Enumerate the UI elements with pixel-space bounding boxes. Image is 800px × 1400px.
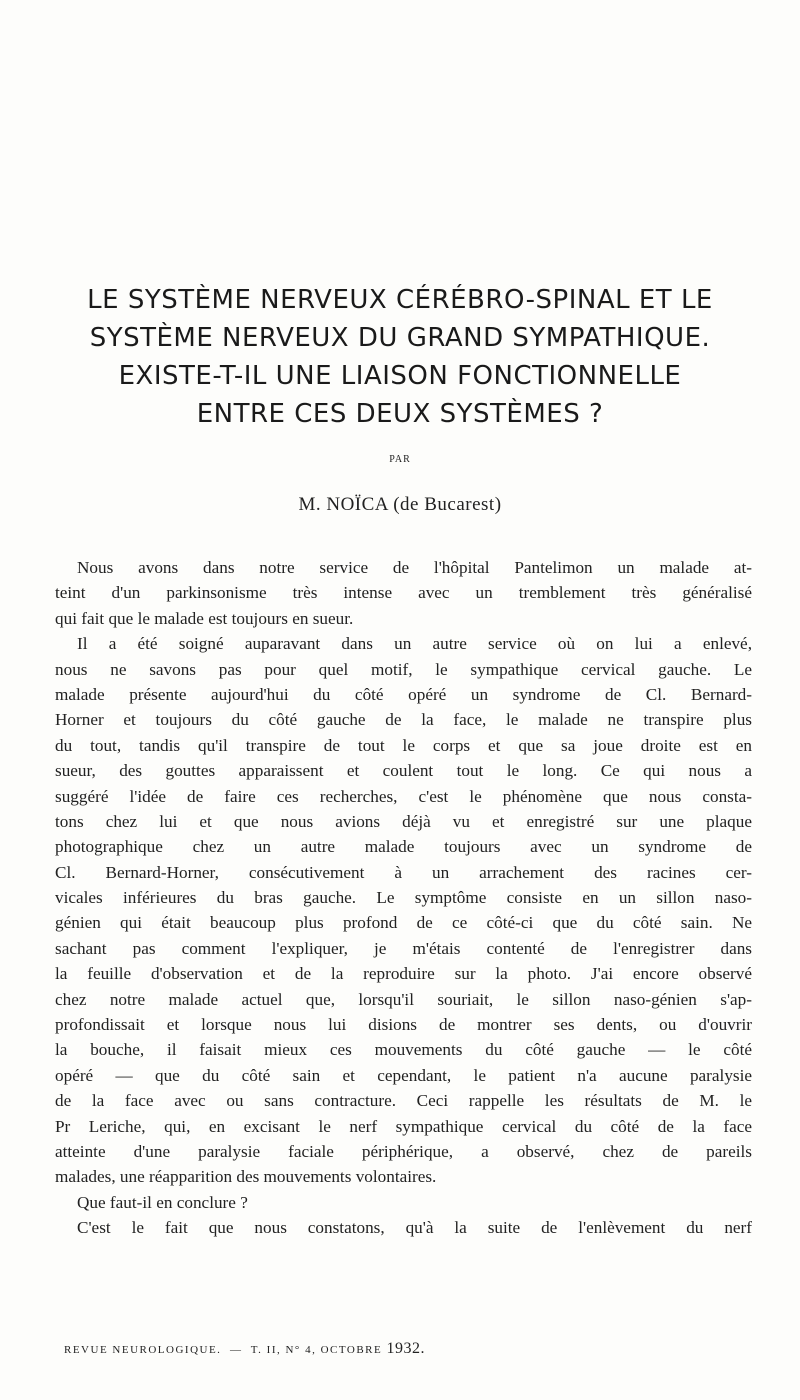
- body-line: Horner et toujours du côté gauche de la face, le malade ne transpire plus: [55, 710, 752, 730]
- body-line: opéré — que du côté sain et cependant, le patient n'a aucune paralysie: [55, 1065, 752, 1085]
- body-line: profondissait et lorsque nous lui disions de montrer ses dents, ou d'ouvrir: [55, 1015, 752, 1035]
- footer-year: 1932.: [386, 1340, 425, 1357]
- body-line: Pr Leriche, qui, en excisant le nerf sympathique cervical du côté de la face: [55, 1116, 752, 1136]
- body-line: nous ne savons pas pour quel motif, le sympathique cervical gauche. Le: [55, 659, 752, 679]
- body-line: sueur, des gouttes apparaissent et coulent tout le long. Ce qui nous a: [55, 761, 752, 781]
- footer-volume: T. II, N° 4, OCTOBRE: [250, 1344, 383, 1356]
- body-line: photographique chez un autre malade toujours avec un syndrome de: [55, 837, 752, 857]
- body-line: Que faut-il en conclure ?: [77, 1192, 248, 1212]
- body-line: la bouche, il faisait mieux ces mouvements du côté gauche — le côté: [55, 1040, 752, 1060]
- by-label: PAR: [389, 454, 411, 465]
- body-line: teint d'un parkinsonisme très intense avec un tremblement très généralisé: [55, 583, 752, 603]
- article-body: [55, 555, 752, 1241]
- body-line: C'est le fait que nous constatons, qu'à la suite de l'enlèvement du nerf: [77, 1218, 752, 1238]
- body-line: malade présente aujourd'hui du côté opéré un syndrome de Cl. Bernard-: [55, 684, 752, 704]
- footer-dash: —: [229, 1344, 243, 1356]
- body-line: chez notre malade actuel que, lorsqu'il souriait, le sillon naso-génien s'ap-: [55, 989, 752, 1009]
- body-line: vicales inférieures du bras gauche. Le symptôme consiste en un sillon naso-: [55, 888, 752, 908]
- body-line: qui fait que le malade est toujours en sueur.: [55, 608, 354, 628]
- body-line: Il a été soigné auparavant dans un autre service où on lui a enlevé,: [77, 634, 752, 654]
- title-line-4: ENTRE CES DEUX SYSTÈMES ?: [196, 399, 604, 429]
- body-line: tons chez lui et que nous avions déjà vu et enregistré sur une plaque: [55, 811, 752, 831]
- title-line-1: LE SYSTÈME NERVEUX CÉRÉBRO-SPINAL ET LE: [87, 285, 713, 315]
- body-line: Nous avons dans notre service de l'hôpital Pantelimon un malade at-: [77, 558, 752, 577]
- body-line: Cl. Bernard-Horner, consécutivement à un arrachement des racines cer-: [55, 862, 752, 882]
- body-line: du tout, tandis qu'il transpire de tout le corps et que sa joue droite est en: [55, 735, 752, 755]
- author-line: M. NOÏCA (de Bucarest): [298, 494, 502, 515]
- body-line: suggéré l'idée de faire ces recherches, c'est le phénomène que nous consta-: [55, 786, 752, 806]
- article-title: [40, 281, 760, 433]
- title-line-3: EXISTE-T-IL UNE LIAISON FONCTIONNELLE: [118, 361, 682, 391]
- body-line: malades, une réapparition des mouvements volontaires.: [55, 1167, 437, 1187]
- title-line-2: SYSTÈME NERVEUX DU GRAND SYMPATHIQUE.: [89, 323, 711, 353]
- footer-journal: REVUE NEUROLOGIQUE.: [64, 1344, 222, 1356]
- page-footer: [64, 1340, 764, 1358]
- body-line: la feuille d'observation et de la reproduire sur la photo. J'ai encore observé: [55, 964, 752, 984]
- body-line: génien qui était beaucoup plus profond de ce côté-ci que du côté sain. Ne: [55, 913, 752, 933]
- body-line: atteinte d'une paralysie faciale périphérique, a observé, chez de pareils: [55, 1141, 752, 1161]
- body-line: de la face avec ou sans contracture. Ceci rappelle les résultats de M. le: [55, 1091, 752, 1111]
- body-line: sachant pas comment l'expliquer, je m'étais contenté de l'enregistrer dans: [55, 938, 752, 958]
